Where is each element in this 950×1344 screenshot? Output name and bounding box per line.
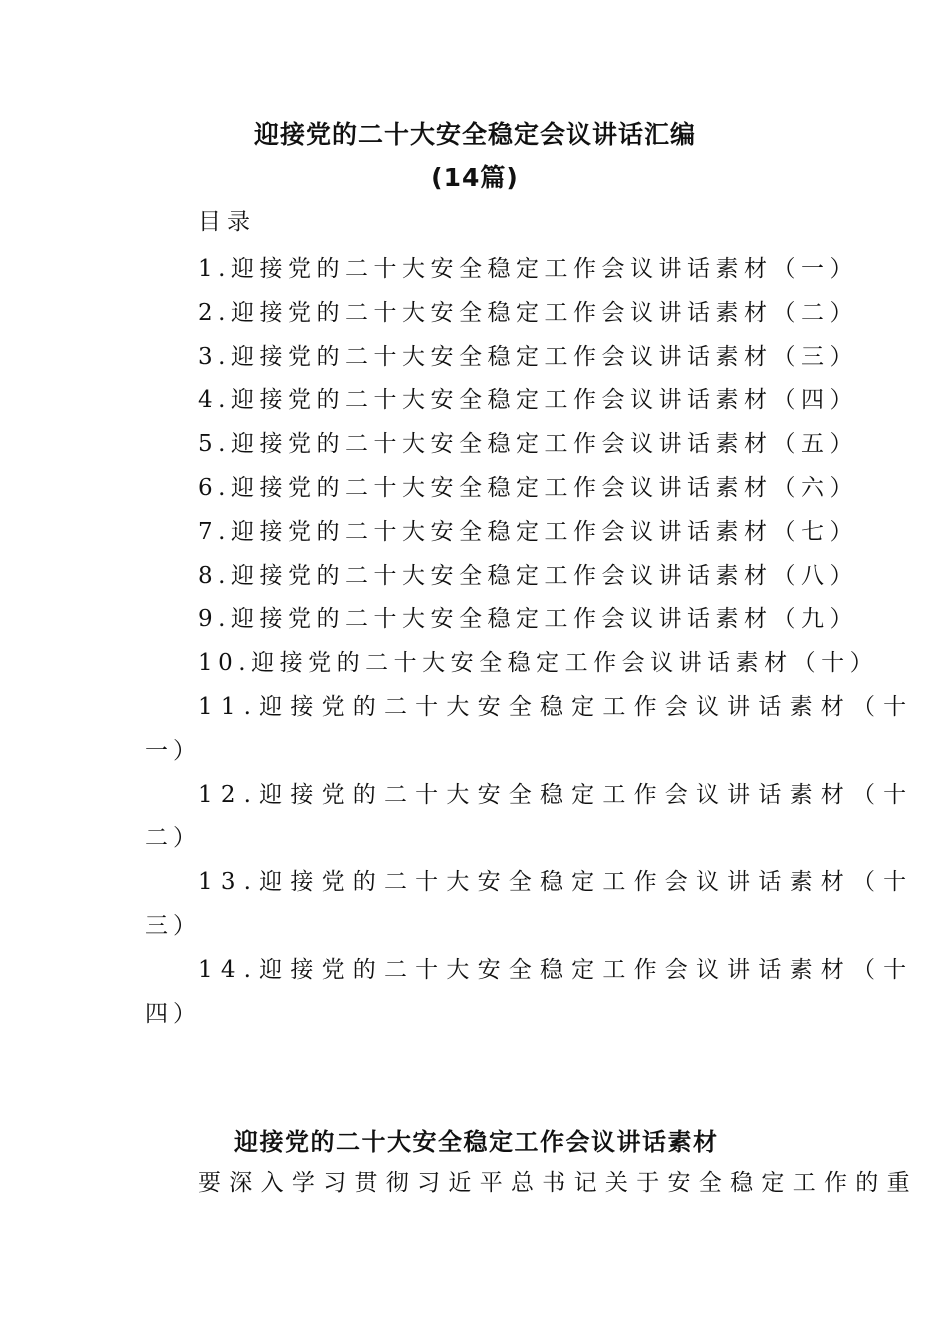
toc-item xyxy=(0,423,950,467)
toc-item-text: 6.迎接党的二十大安全稳定工作会议讲话素材（六） xyxy=(198,474,858,501)
body-paragraph: 要深入学习贯彻习近平总书记关于安全稳定工作的重 xyxy=(198,1170,918,1196)
toc-item-line1: 13.迎接党的二十大安全稳定工作会议讲话素材（十 xyxy=(198,869,915,896)
toc-item-line2: 一） xyxy=(145,737,201,764)
toc-item xyxy=(0,774,950,862)
toc-item-line1: 12.迎接党的二十大安全稳定工作会议讲话素材（十 xyxy=(198,781,915,808)
toc-item xyxy=(0,379,950,423)
toc-item-text: 7.迎接党的二十大安全稳定工作会议讲话素材（七） xyxy=(198,518,858,545)
toc-label: 目录 xyxy=(198,209,256,235)
toc-item-text: 4.迎接党的二十大安全稳定工作会议讲话素材（四） xyxy=(198,387,858,414)
toc-item-text: 9.迎接党的二十大安全稳定工作会议讲话素材（九） xyxy=(198,606,858,633)
toc-item xyxy=(0,467,950,511)
toc-item-line2: 二） xyxy=(145,825,201,852)
toc-item-text: 10.迎接党的二十大安全稳定工作会议讲话素材（十） xyxy=(198,650,879,677)
toc-item-line1: 14.迎接党的二十大安全稳定工作会议讲话素材（十 xyxy=(198,956,915,983)
toc-item xyxy=(0,336,950,380)
toc-item-text: 5.迎接党的二十大安全稳定工作会议讲话素材（五） xyxy=(198,431,858,458)
toc-item xyxy=(0,949,950,1037)
toc-item xyxy=(0,861,950,949)
document-title: 迎接党的二十大安全稳定会议讲话汇编 xyxy=(253,120,696,149)
section-title: 迎接党的二十大安全稳定工作会议讲话素材 xyxy=(234,1128,719,1156)
toc-item-line2: 四） xyxy=(145,1000,201,1027)
toc-item-line1: 11.迎接党的二十大安全稳定工作会议讲话素材（十 xyxy=(198,693,915,720)
toc-item xyxy=(0,598,950,642)
toc-item xyxy=(0,555,950,599)
toc-item-text: 1.迎接党的二十大安全稳定工作会议讲话素材（一） xyxy=(198,256,858,282)
toc-item xyxy=(0,686,950,774)
document-subtitle: (14篇) xyxy=(431,163,519,192)
toc-item xyxy=(0,511,950,555)
table-of-contents xyxy=(0,248,950,1036)
toc-item xyxy=(0,642,950,686)
toc-item-text: 2.迎接党的二十大安全稳定工作会议讲话素材（二） xyxy=(198,299,858,326)
toc-item-text: 3.迎接党的二十大安全稳定工作会议讲话素材（三） xyxy=(198,343,858,370)
toc-item xyxy=(0,292,950,336)
toc-item-line2: 三） xyxy=(145,912,201,939)
toc-item xyxy=(0,248,950,292)
toc-item-text: 8.迎接党的二十大安全稳定工作会议讲话素材（八） xyxy=(198,562,858,589)
